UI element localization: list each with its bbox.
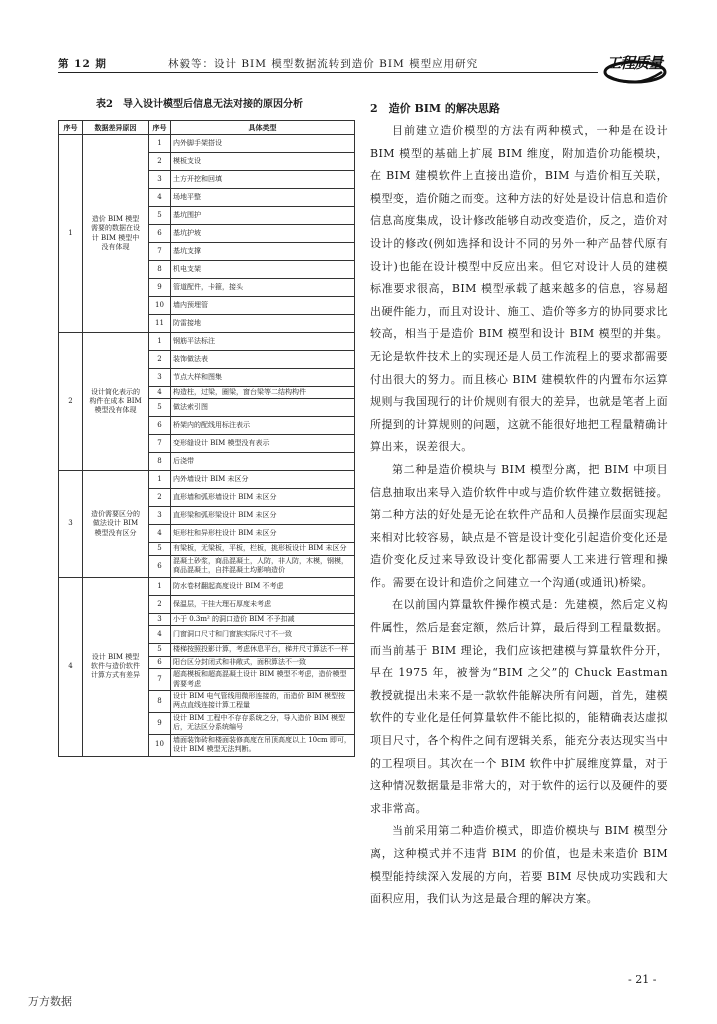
page-number: - 21 - — [628, 973, 657, 986]
item-type: 保温层，干挂大理石厚度未考虑 — [171, 595, 355, 613]
item-type: 机电支架 — [171, 261, 355, 279]
item-number: 9 — [149, 279, 171, 297]
item-number: 2 — [149, 489, 171, 507]
paragraph: 目前建立造价模型的方法有两种模式，一种是在设计 BIM 模型的基础上扩展 BIM 维度，附加造价功能模块，在 BIM 建模软件上直接出造价，BIM 与造价相互关联，模型变，造价随之而变。这种方法的好处是设计信息和造价信息高度集成，设计修改能够自动改变造价，反之，造价对设计的修改(例如选择和设计不同的另外一种产品替代原有设计)也能在设计模型中反应出来。但它对设计人员的建模标准要求很高，BIM 模型承载了越来越多的信息，容易超出硬件能力，而且对设计、施工、造价等多方的协同要求比较高，相当于是造价 BIM 模型和设计 BIM 模型的并集。无论是软件技术上的实现还是人员工作流程上的要求都需要付出很大的努力。而且核心 BIM 建模软件的内置布尔运算规则与我国现行的计价规则有很大的差异，也就是笔者上面所提到的计算规则的问题，这就不能很好地把工程量精确计算出来，误差很大。 — [370, 124, 668, 454]
item-number: 4 — [149, 525, 171, 543]
item-type: 防水卷材翻起高度设计 BIM 不考虑 — [171, 577, 355, 595]
journal-logo-text: 工程质量 — [606, 54, 663, 72]
item-number: 2 — [149, 595, 171, 613]
group-number: 3 — [59, 471, 83, 577]
col-header-type: 具体类型 — [171, 121, 355, 135]
item-type: 楼梯按照投影计算，考虑休息平台，梯井尺寸算法不一样 — [171, 644, 355, 656]
footer-source: 万方数据 — [28, 995, 72, 1008]
item-type: 直形梁和弧形梁设计 BIM 未区分 — [171, 507, 355, 525]
group-number: 2 — [59, 333, 83, 471]
issue-number: 第 12 期 — [58, 58, 107, 70]
item-type: 土方开挖和回填 — [171, 171, 355, 189]
group-number: 1 — [59, 135, 83, 333]
item-type: 墙面装饰砖和楼面装修高度在吊顶高度以上 10cm 即可，设计 BIM 模型无法判断。 — [171, 734, 355, 756]
group-reason: 设计 BIM 模型软件与造价软件计算方式有差异 — [83, 577, 149, 756]
running-title: 林毅等：设计 BIM 模型数据流转到造价 BIM 模型应用研究 — [168, 58, 479, 70]
table-header-row — [59, 121, 355, 135]
item-number: 3 — [149, 507, 171, 525]
item-type: 管道配件，卡箍，接头 — [171, 279, 355, 297]
reason-analysis-table — [58, 120, 355, 757]
item-type: 场地平整 — [171, 189, 355, 207]
item-number: 5 — [149, 207, 171, 225]
item-type: 构造柱，过梁，圈梁，窗台梁等二结构构件 — [171, 387, 355, 399]
item-number: 5 — [149, 543, 171, 555]
item-number: 6 — [149, 656, 171, 668]
item-type: 基坑护坡 — [171, 225, 355, 243]
item-number: 10 — [149, 297, 171, 315]
col-header-no: 序号 — [59, 121, 83, 135]
item-number: 8 — [149, 261, 171, 279]
table-row — [59, 577, 355, 595]
item-number: 6 — [149, 225, 171, 243]
table-row — [59, 471, 355, 489]
paragraph: 第二种是造价模块与 BIM 模型分离，把 BIM 中项目信息抽取出来导入造价软件中或与造价软件建立数据链接。第二种方法的好处是无论在软件产品和人员操作层面实现起来相对比较容易，缺点是不管是设计变化引起造价变化还是造价变化反过来导致设计变化都需要人工来进行管理和操作。需要在设计和造价之间建立一个沟通(或通讯)桥梁。 — [370, 462, 668, 589]
item-type: 有梁板，无梁板，平板，栏板，挑形板设计 BIM 未区分 — [171, 543, 355, 555]
item-type: 基坑支撑 — [171, 243, 355, 261]
item-number: 7 — [149, 669, 171, 691]
item-type: 桥架内的配线用标注表示 — [171, 417, 355, 435]
item-number: 3 — [149, 369, 171, 387]
paragraph: 在以前国内算量软件操作模式是：先建模，然后定义构件属性，然后是套定额，然后计算，最后得到工程量数据。而当前基于 BIM 理论，我们应该把建模与算量软件分开，早在 1975 年，被誉为“BIM 之父”的 Chuck Eastman 教授就提出未来不是一款软件能解决所有问题，首先，建模软件的专业化是任何算量软件不能比拟的，能精确表达虚拟项目尺寸，各个构件之间有逻辑关系，能充分表达现实当中的工程项目。其次在一个 BIM 软件中扩展维度算量，对于这种情况数据量是非常大的，对于软件的运行以及硬件的要求非常高。 — [370, 598, 668, 815]
item-type: 直形墙和弧形墙设计 BIM 未区分 — [171, 489, 355, 507]
item-number: 7 — [149, 435, 171, 453]
item-number: 1 — [149, 471, 171, 489]
item-number: 10 — [149, 734, 171, 756]
item-number: 2 — [149, 153, 171, 171]
item-number: 11 — [149, 315, 171, 333]
table-title: 表2 导入设计模型后信息无法对接的原因分析 — [96, 99, 303, 110]
item-number: 1 — [149, 333, 171, 351]
item-type: 节点大样和图集 — [171, 369, 355, 387]
item-number: 3 — [149, 171, 171, 189]
item-number: 4 — [149, 626, 171, 644]
item-type: 超高模板和超高混凝土设计 BIM 模型不考虑，造价模型需要考虑 — [171, 669, 355, 691]
item-type: 钢筋平法标注 — [171, 333, 355, 351]
group-reason: 造价 BIM 模型需要的数据在设计 BIM 模型中没有体现 — [83, 135, 149, 333]
item-type: 设计 BIM 工程中不存存系统之分，导入造价 BIM 模型后，无法区分系统编号 — [171, 712, 355, 734]
right-column — [370, 100, 668, 911]
item-type: 模板支设 — [171, 153, 355, 171]
item-type: 变形缝设计 BIM 模型没有表示 — [171, 435, 355, 453]
col-header-reason: 数据差异原因 — [83, 121, 149, 135]
item-type: 内外脚手架搭设 — [171, 135, 355, 153]
item-number: 3 — [149, 613, 171, 625]
item-type: 门窗洞口尺寸和门窗族实际尺寸不一致 — [171, 626, 355, 644]
item-number: 1 — [149, 577, 171, 595]
item-type: 混凝土砂浆，商品混凝土，人防，非人防，木模，钢模，商品混凝土，自拌混凝土均影响造价 — [171, 555, 355, 577]
item-type: 做法索引图 — [171, 399, 355, 417]
item-number: 6 — [149, 555, 171, 577]
item-type: 内外墙设计 BIM 未区分 — [171, 471, 355, 489]
table-row — [59, 135, 355, 153]
item-number: 9 — [149, 712, 171, 734]
item-type: 后浇带 — [171, 453, 355, 471]
paragraph: 当前采用第二种造价模式，即造价模块与 BIM 模型分离，这种模式并不违背 BIM 的价值，也是未来造价 BIM 模型能持续深入发展的方向，若要 BIM 尽快成功实践和大面积应用，我们认为这是最合理的解决方案。 — [370, 824, 668, 906]
item-number: 8 — [149, 453, 171, 471]
item-type: 墙内预埋管 — [171, 297, 355, 315]
section-title: 2 造价 BIM 的解决思路 — [370, 102, 500, 115]
item-number: 4 — [149, 189, 171, 207]
item-type: 基坑围护 — [171, 207, 355, 225]
col-header-subno: 序号 — [149, 121, 171, 135]
item-number: 4 — [149, 387, 171, 399]
item-type: 阳台区分封闭式和非敞式，面积算法不一致 — [171, 656, 355, 668]
item-type: 设计 BIM 电气管线用微形连接的，而造价 BIM 模型按两点直线连接计算工程量 — [171, 690, 355, 712]
item-type: 矩形柱和异形柱设计 BIM 未区分 — [171, 525, 355, 543]
item-number: 5 — [149, 399, 171, 417]
table-row — [59, 333, 355, 351]
header-rule — [58, 72, 598, 73]
group-number: 4 — [59, 577, 83, 756]
item-number: 8 — [149, 690, 171, 712]
item-number: 7 — [149, 243, 171, 261]
group-reason: 造价需要区分的做法设计 BIM 模型没有区分 — [83, 471, 149, 577]
item-number: 6 — [149, 417, 171, 435]
item-number: 5 — [149, 644, 171, 656]
item-type: 防雷接地 — [171, 315, 355, 333]
item-type: 装饰做法表 — [171, 351, 355, 369]
group-reason: 设计简化表示的构件在成本 BIM 模型没有体现 — [83, 333, 149, 471]
item-number: 2 — [149, 351, 171, 369]
item-type: 小于 0.3m² 的洞口造价 BIM 不予扣减 — [171, 613, 355, 625]
item-number: 1 — [149, 135, 171, 153]
